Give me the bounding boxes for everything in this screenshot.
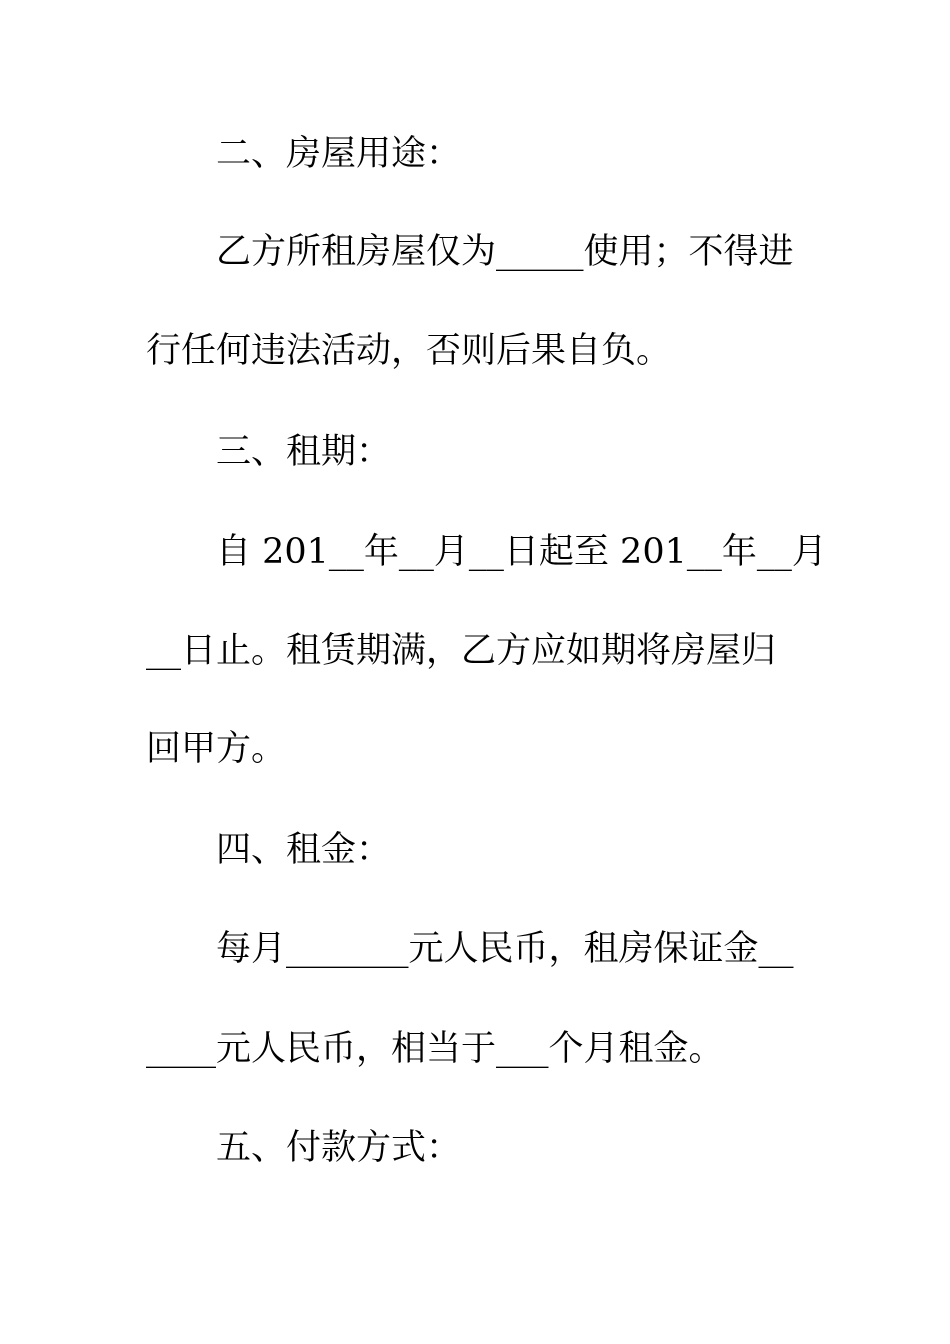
paragraph-line: 乙方所租房屋仅为_____使用；不得进 [216, 232, 794, 272]
paragraph-line: ____元人民币，相当于___个月租金。 [146, 1029, 724, 1069]
paragraph-line: 行任何违法活动，否则后果自负。 [146, 331, 672, 371]
section-heading-purpose: 二、房屋用途： [216, 134, 462, 174]
paragraph-line: 回甲方。 [146, 729, 287, 769]
paragraph-line: __日止。租赁期满，乙方应如期将房屋归 [146, 631, 777, 671]
section-heading-term: 三、租期： [216, 432, 392, 472]
section-heading-payment: 五、付款方式： [216, 1128, 462, 1168]
section-heading-rent: 四、租金： [216, 830, 392, 870]
paragraph-line: 自 201__年__月__日起至 201__年__月 [216, 532, 827, 572]
paragraph-line: 每月_______元人民币，租房保证金__ [216, 929, 794, 969]
